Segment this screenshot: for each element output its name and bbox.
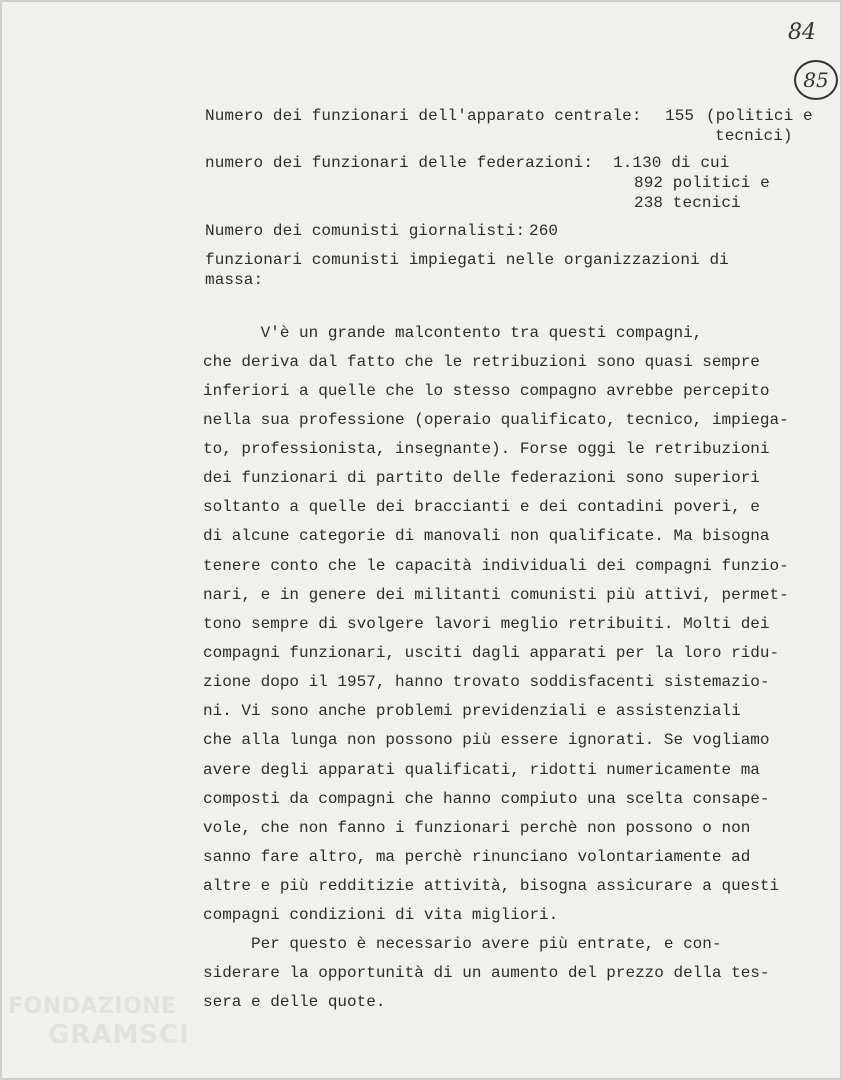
body-line: composti da compagni che hanno compiuto una scelta consape- xyxy=(203,790,770,808)
central-staff-note-1: (politici e xyxy=(706,107,813,125)
body-line: soltanto a quelle dei braccianti e dei contadini poveri, e xyxy=(203,498,760,516)
fondazione-gramsci-watermark xyxy=(8,994,208,1064)
body-line: compagni condizioni di vita migliori. xyxy=(203,906,559,924)
body-line: nella sua professione (operaio qualificato, tecnico, impiega- xyxy=(203,411,789,429)
journalists-value: 260 xyxy=(529,222,559,240)
body-line: ni. Vi sono anche problemi previdenziali e assistenziali xyxy=(203,702,741,720)
body-line: to, professionista, insegnante). Forse oggi le retribuzioni xyxy=(203,440,770,458)
body-line: V'è un grande malcontento tra questi compagni, xyxy=(203,324,703,342)
body-line: zione dopo il 1957, hanno trovato soddisfacenti sistemazio- xyxy=(203,673,770,691)
federation-political: 892 politici e xyxy=(634,174,770,192)
body-line: tenere conto che le capacità individuali dei compagni funzio- xyxy=(203,557,789,575)
central-staff-label: Numero dei funzionari dell'apparato centrale: xyxy=(205,107,642,125)
handwritten-page-number: 84 xyxy=(788,20,816,45)
body-line: sera e delle quote. xyxy=(203,993,386,1011)
handwritten-circled-number: 85 xyxy=(794,60,838,100)
federation-technical: 238 tecnici xyxy=(634,194,741,212)
body-line: Per questo è necessario avere più entrate, e con- xyxy=(203,935,722,953)
mass-orgs-line-2: massa: xyxy=(205,271,264,289)
body-line: che deriva dal fatto che le retribuzioni sono quasi sempre xyxy=(203,353,760,371)
central-staff-value: 155 xyxy=(665,107,695,125)
body-line: di alcune categorie di manovali non qualificate. Ma bisogna xyxy=(203,527,770,545)
federation-staff-label: numero dei funzionari delle federazioni: xyxy=(205,154,594,172)
central-staff-note-2: tecnici) xyxy=(715,127,793,145)
body-line: avere degli apparati qualificati, ridotti numericamente ma xyxy=(203,761,760,779)
body-line: vole, che non fanno i funzionari perchè non possono o non xyxy=(203,819,751,837)
body-line: altre e più redditizie attività, bisogna assicurare a questi xyxy=(203,877,780,895)
federation-staff-value: 1.130 di cui xyxy=(613,154,730,172)
watermark-line-2: GRAMSCI xyxy=(48,1020,190,1050)
watermark-line-1: FONDAZIONE xyxy=(8,994,177,1019)
body-line: nari, e in genere dei militanti comunisti più attivi, permet- xyxy=(203,586,789,604)
body-line: compagni funzionari, usciti dagli apparati per la loro ridu- xyxy=(203,644,780,662)
body-line: dei funzionari di partito delle federazioni sono superiori xyxy=(203,469,760,487)
body-line: inferiori a quelle che lo stesso compagno avrebbe percepito xyxy=(203,382,770,400)
body-line: siderare la opportunità di un aumento del prezzo della tes- xyxy=(203,964,770,982)
body-line: che alla lunga non possono più essere ignorati. Se vogliamo xyxy=(203,731,770,749)
body-line: tono sempre di svolgere lavori meglio retribuiti. Molti dei xyxy=(203,615,770,633)
body-line: sanno fare altro, ma perchè rinunciano volontariamente ad xyxy=(203,848,751,866)
mass-orgs-line-1: funzionari comunisti impiegati nelle organizzazioni di xyxy=(205,251,729,269)
journalists-label: Numero dei comunisti giornalisti: xyxy=(205,222,526,240)
